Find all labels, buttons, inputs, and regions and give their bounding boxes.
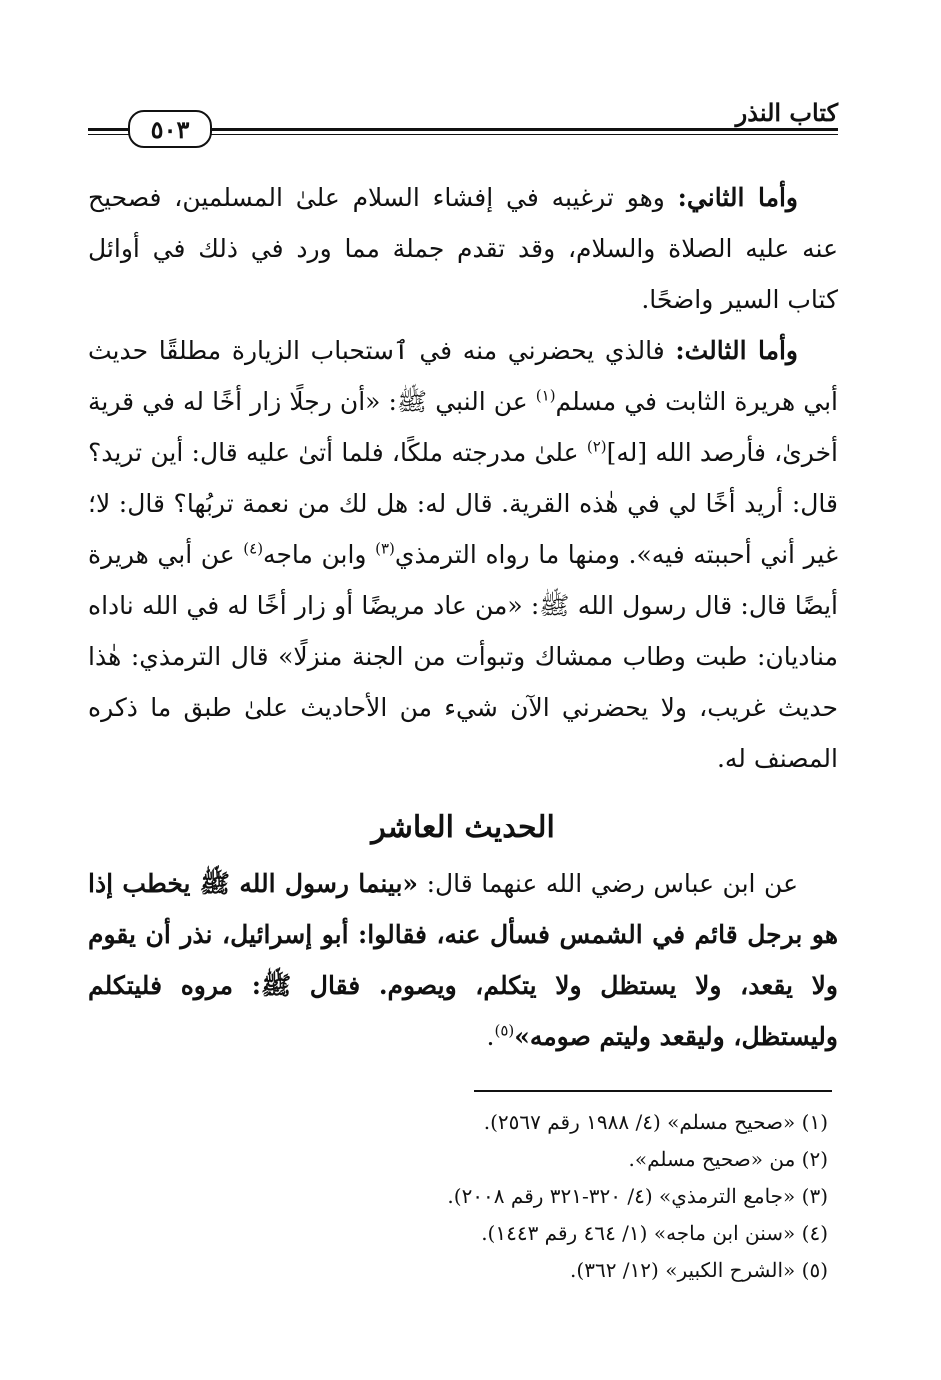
paragraph-text: وابن ماجه xyxy=(263,540,376,569)
paragraph-text: علىٰ مدرجته ملكًا، فلما أتىٰ عليه قال: أين تريد؟ قال: أريد أخًا لي في هٰذه القرية. قال له: هل لك من نعمة تربُها؟ قال: لا؛ غير أني أحببته فيه». ومنها ما رواه الترمذي xyxy=(88,438,838,569)
hadith-text xyxy=(88,858,838,1062)
footnote-ref: (٥) xyxy=(494,1021,515,1040)
paragraph-lead: وأما الثاني: xyxy=(677,183,799,212)
footnote-ref: (٣) xyxy=(375,539,395,558)
footnote-item: (٣) «جامع الترمذي» (٤/ ٣٢٠-٣٢١ رقم ٢٠٠٨). xyxy=(447,1184,828,1208)
footnote-separator xyxy=(474,1090,832,1092)
page-header xyxy=(88,98,838,148)
hadith-paragraph xyxy=(88,858,838,1062)
footnote-ref: (٢) xyxy=(586,437,607,456)
paragraph-lead: وأما الثالث: xyxy=(675,336,798,365)
hadith-quote: «بينما رسول الله ﷺ يخطب إذا هو برجل قائم في الشمس فسأل عنه، فقالوا: أبو إسرائيل، نذر أن يقوم ولا يقعد، ولا يستظل ولا يتكلم، ويصوم. فقال ﷺ: مروه فليتكلم وليستظل، وليقعد وليتم صومه» xyxy=(88,869,838,1051)
paragraph-third xyxy=(88,325,838,784)
main-text xyxy=(88,172,838,784)
paragraph-text: فالذي يحضرني منه في ٱستحباب الزيارة مطلقًا حديث أبي هريرة الثابت في مسلم xyxy=(88,336,838,416)
paragraph-second xyxy=(88,172,838,325)
footnote-ref: (٤) xyxy=(243,539,264,558)
hadith-end: . xyxy=(486,1022,495,1051)
page-number: ٥٠٣ xyxy=(128,110,212,148)
running-title: كتاب النذر xyxy=(722,98,838,128)
footnote-ref: (١) xyxy=(535,386,556,405)
hadith-intro: عن ابن عباس رضي الله عنهما قال: xyxy=(418,869,798,898)
paragraph-text: عن أبي هريرة أيضًا قال: قال رسول الله ﷺ: «من عاد مريضًا أو زار أخًا له في الله ناداه مناديان: طبت وطاب ممشاك وتبوأت من الجنة منزلًا» قال الترمذي: هٰذا حديث غريب، ولا يحضرني الآن شيء من الأحاديث علىٰ طبق ما ذكره المصنف له. xyxy=(88,540,838,773)
paragraph-text: وهو ترغيبه في إفشاء السلام علىٰ المسلمين، فصحيح عنه عليه الصلاة والسلام، وقد تقدم جملة مما ورد في ذلك في أوائل كتاب السير واضحًا. xyxy=(88,183,838,314)
paragraph-text: عن النبي ﷺ: «أن رجلًا زار أخًا له في قرية أخرىٰ، فأرصد الله [له] xyxy=(88,387,838,467)
footnote-item: (٤) «سنن ابن ماجه» (١/ ٤٦٤ رقم ١٤٤٣). xyxy=(481,1221,828,1245)
footnote-item: (٥) «الشرح الكبير» (١٢/ ٣٦٢). xyxy=(570,1258,828,1282)
section-heading: الحديث العاشر xyxy=(371,810,555,845)
footnote-item: (١) «صحيح مسلم» (٤/ ١٩٨٨ رقم ٢٥٦٧). xyxy=(483,1110,828,1134)
footnote-item: (٢) من «صحيح مسلم». xyxy=(628,1147,828,1171)
footnotes xyxy=(88,1104,828,1289)
